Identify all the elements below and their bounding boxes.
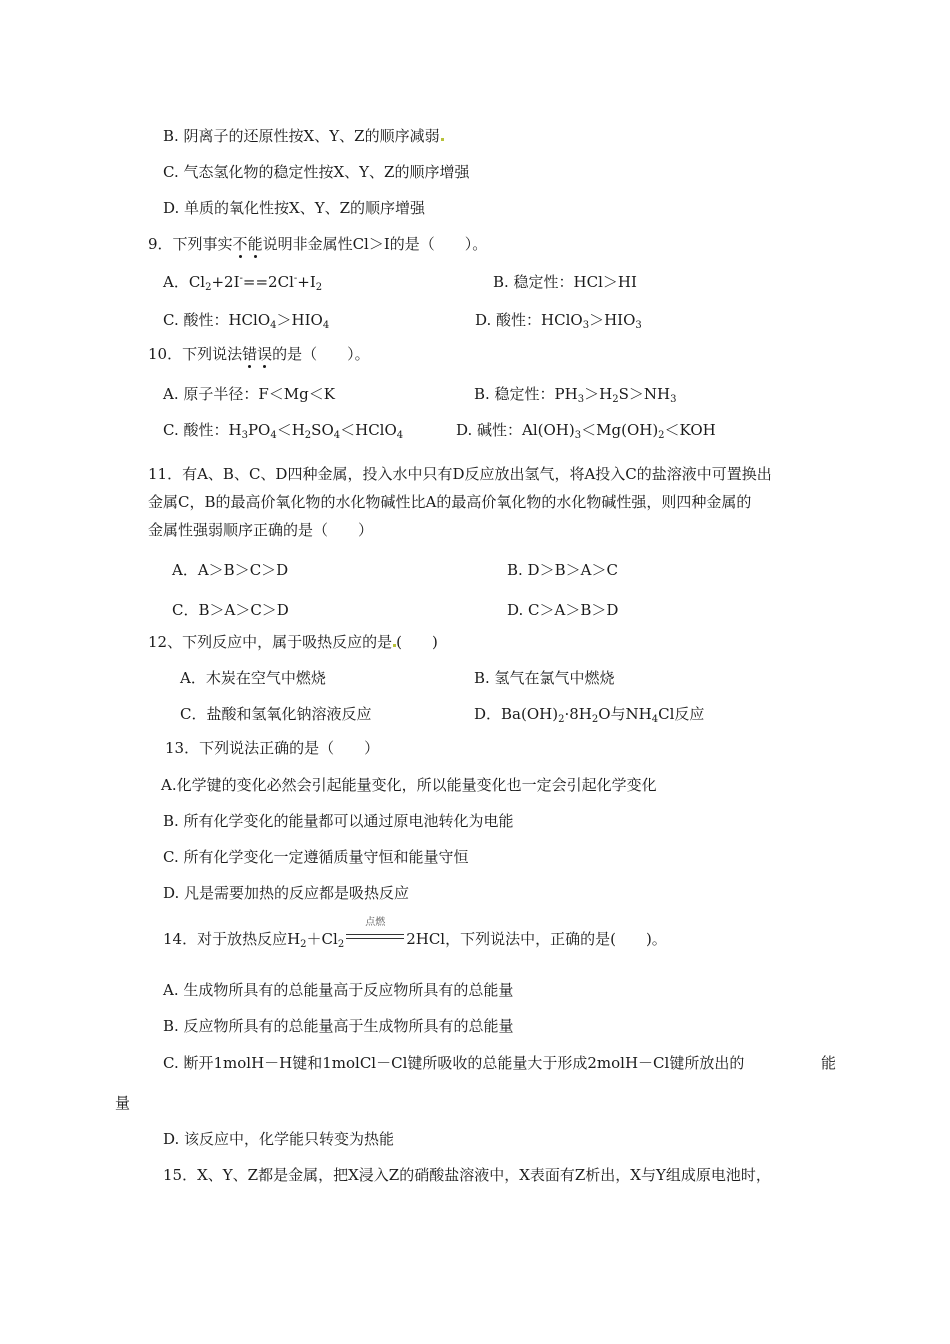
q14-option-a: A. 生成物所具有的总能量高于反应物所具有的总能量 [163,981,514,999]
q14-option-d: D. 该反应中，化学能只转变为热能 [163,1130,395,1148]
q11-stem-line1: 11．有A、B、C、D四种金属，投入水中只有D反应放出氢气，将A投入C的盐溶液中可置换出 [148,465,772,483]
q14-option-c-line1: C. 断开1molH－H键和1molCl－Cl键所吸收的总能量大于形成2molH－Cl键所放出的 [163,1054,745,1072]
q8-option-d: D. 单质的氧化性按X、Y、Z的顺序增强 [163,199,426,217]
q11-stem-line3: 金属性强弱顺序正确的是（ ） [148,521,374,539]
mark-dot [441,138,444,141]
q15-stem-line1: 15．X、Y、Z都是金属，把X浸入Z的硝酸盐溶液中，X表面有Z析出，X与Y组成原电池时， [163,1166,771,1184]
q14-option-c-line2: 量 [115,1094,131,1112]
q14-option-b: B. 反应物所具有的总能量高于生成物所具有的总能量 [163,1017,514,1035]
q9-option-a: A．$Cl_2+2I^-==2Cl^-+I_2$ [163,273,323,293]
q10-option-d: D. 碱性：$Al(OH)_3<Mg(OH)_2<KOH$ [456,421,716,441]
q11-option-a: A．A＞B＞C＞D [172,561,289,579]
q10-option-b: B. 稳定性：$PH_3>H_2S>NH_3$ [474,385,677,405]
q11-option-d: D. C＞A＞B＞D [507,601,619,619]
q13-option-b: B. 所有化学变化的能量都可以通过原电池转化为电能 [163,812,514,830]
q12-option-c: C．盐酸和氢氧化钠溶液反应 [180,705,372,723]
q13-option-d: D. 凡是需要加热的反应都是吸热反应 [163,884,410,902]
q9-option-c: C. 酸性：$HClO_4>HIO_4$ [163,311,330,331]
q9-option-d: D. 酸性：$HClO_3>HIO_3$ [475,311,642,331]
q10-stem: 10．下列说法错误的是（ ）。 [148,345,370,363]
q9-option-b: B. 稳定性：HCl＞HI [493,273,637,291]
q12-stem: 12、下列反应中，属于吸热反应的是 ( ) [148,633,438,651]
q9-stem: 9．下列事实不能说明非金属性Cl＞I的是（ ）。 [148,235,488,253]
q8-option-c: C. 气态氢化物的稳定性按X、Y、Z的顺序增强 [163,163,470,181]
q11-stem-line2: 金属C，B的最高价氧化物的水化物碱性比A的最高价氧化物的水化物碱性强，则四种金属的 [148,493,752,511]
q13-option-c: C. 所有化学变化一定遵循质量守恒和能量守恒 [163,848,469,866]
q11-option-b: B. D＞B＞A＞C [507,561,618,579]
q13-stem: 13．下列说法正确的是（ ） [165,739,380,757]
q12-option-d: D．$Ba(OH)_2\cdot 8H_2O$与$NH_4Cl$反应 [474,705,705,725]
reaction-condition-arrow: 点燃 [346,928,404,946]
q10-option-c: C. 酸性：$H_3PO_4<H_2SO_4<HClO_4$ [163,421,404,441]
q13-option-a: A.化学键的变化必然会引起能量变化，所以能量变化也一定会引起化学变化 [161,776,657,794]
q11-option-c: C．B＞A＞C＞D [172,601,289,619]
q10-option-a: A. 原子半径：F＜Mg＜K [163,385,335,403]
q8-option-b: B. 阴离子的还原性按X、Y、Z的顺序减弱 [163,126,444,146]
q12-option-a: A．木炭在空气中燃烧 [180,669,326,687]
q12-option-b: B. 氢气在氯气中燃烧 [474,669,615,687]
q14-stem: 14．对于放热反应$H_2+Cl_2$ 点燃 2HCl，下列说法中，正确的是( )。 [163,917,667,950]
q14-option-c-tail: 能 [821,1054,837,1072]
